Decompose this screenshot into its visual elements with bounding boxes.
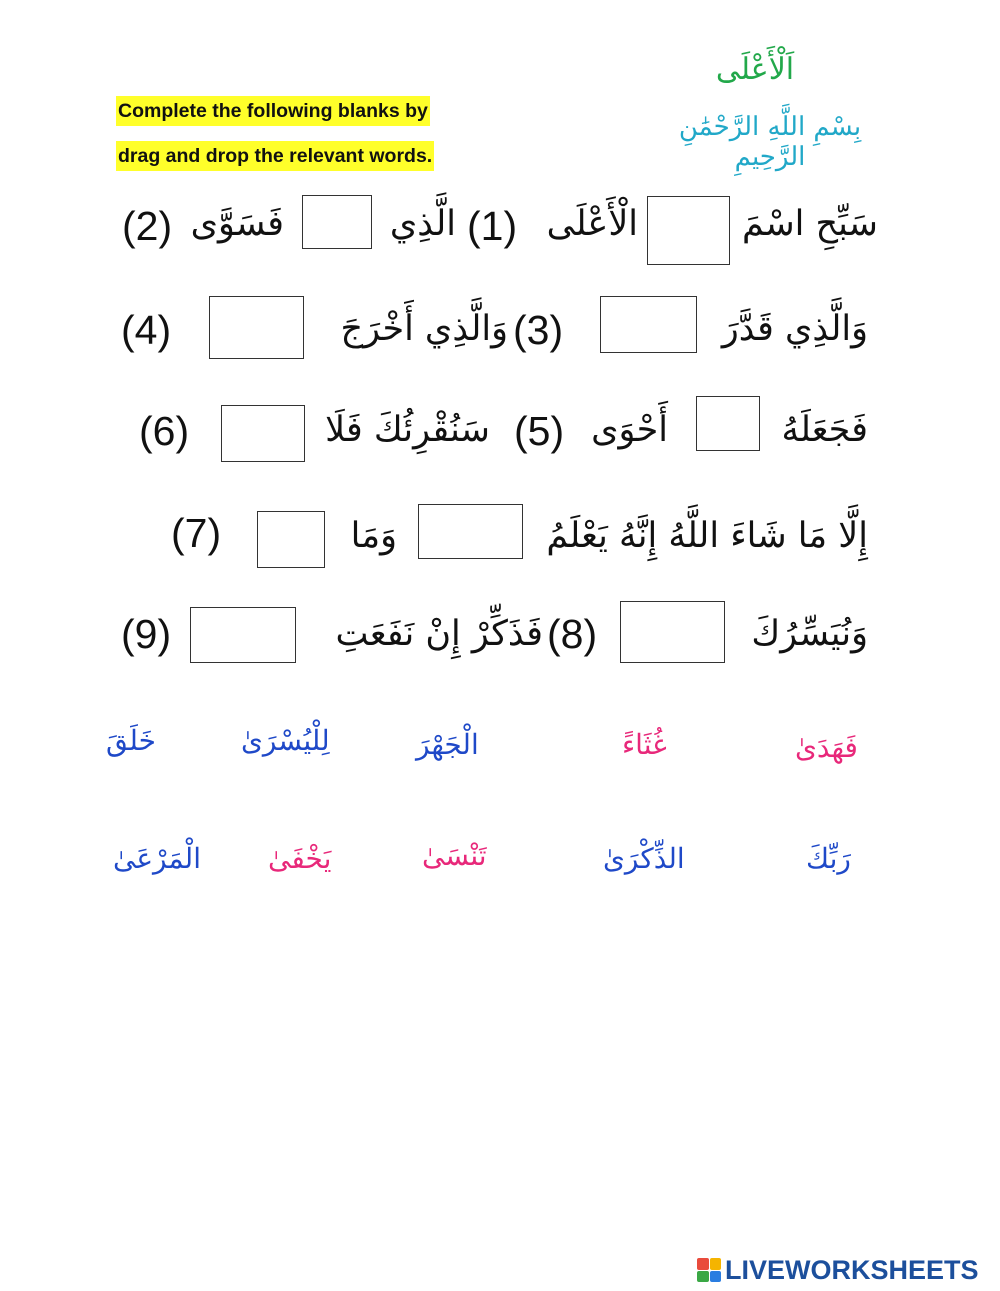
- verse-7-text-b: وَمَا: [350, 516, 397, 556]
- word-tile-fahada[interactable]: فَهَدَىٰ: [795, 731, 858, 764]
- instruction-line-1: Complete the following blanks by: [116, 96, 430, 126]
- drop-box-10[interactable]: [190, 607, 296, 663]
- drop-box-6[interactable]: [221, 405, 305, 462]
- drop-box-3[interactable]: [600, 296, 697, 353]
- instruction-line-2: drag and drop the relevant words.: [116, 141, 434, 171]
- drop-box-1[interactable]: [647, 196, 730, 265]
- word-tile-lilyusra[interactable]: لِلْيُسْرَىٰ: [241, 724, 330, 757]
- word-tile-ghuthaa[interactable]: غُثَاءً: [622, 728, 667, 761]
- verse-2-text-b: فَسَوَّى: [190, 204, 284, 244]
- verse-number-8: (8): [547, 611, 598, 657]
- verse-1-text-a: سَبِّحِ اسْمَ: [742, 204, 878, 244]
- liveworksheets-logo-icon: [697, 1258, 721, 1282]
- verse-2-text-a: الَّذِي: [389, 204, 456, 244]
- verse-number-1: (1): [467, 203, 518, 249]
- drop-box-2[interactable]: [302, 195, 372, 249]
- verse-number-2: (2): [122, 203, 173, 249]
- drop-box-4[interactable]: [209, 296, 304, 359]
- verse-number-5: (5): [514, 408, 565, 454]
- verse-3-text: وَالَّذِي قَدَّرَ: [721, 309, 868, 349]
- verse-number-9: (9): [121, 611, 172, 657]
- word-tile-adhdhikra[interactable]: الذِّكْرَىٰ: [603, 842, 685, 875]
- verse-number-6: (6): [139, 408, 190, 454]
- verse-9-text: فَذَكِّرْ إِنْ نَفَعَتِ: [335, 614, 543, 654]
- drop-box-5[interactable]: [696, 396, 760, 451]
- word-tile-almara[interactable]: الْمَرْعَىٰ: [113, 842, 201, 875]
- word-tile-khalaqa[interactable]: خَلَقَ: [106, 724, 156, 757]
- word-tile-rabbika[interactable]: رَبِّكَ: [806, 842, 851, 875]
- word-tile-yakhfa[interactable]: يَخْفَىٰ: [268, 842, 332, 875]
- verse-number-3: (3): [513, 307, 564, 353]
- verse-5-text-b: أَحْوَى: [591, 410, 668, 450]
- brand-name: LIVEWORKSHEETS: [725, 1254, 979, 1285]
- verse-number-7: (7): [171, 510, 222, 556]
- drop-box-8[interactable]: [257, 511, 325, 568]
- drop-box-9[interactable]: [620, 601, 725, 663]
- surah-title: اَلْأَعْلَى: [715, 52, 795, 87]
- verse-6-text: سَنُقْرِئُكَ فَلَا: [325, 410, 490, 450]
- word-tile-aljahr[interactable]: الْجَهْرَ: [416, 728, 479, 761]
- liveworksheets-logo: [697, 1255, 979, 1285]
- basmala: بِسْمِ اللَّهِ الرَّحْمَٰنِ الرَّحِيمِ: [678, 112, 862, 172]
- verse-number-4: (4): [121, 307, 172, 353]
- drop-box-7[interactable]: [418, 504, 523, 559]
- verse-4-text: وَالَّذِي أَخْرَجَ: [340, 309, 508, 349]
- verse-7-text-a: إِلَّا مَا شَاءَ اللَّهُ إِنَّهُ يَعْلَمُ: [546, 516, 868, 556]
- verse-8-text: وَنُيَسِّرُكَ: [751, 614, 868, 654]
- verse-5-text-a: فَجَعَلَهُ: [781, 410, 868, 450]
- verse-1-text-b: الْأَعْلَى: [546, 204, 638, 244]
- word-tile-tansa[interactable]: تَنْسَىٰ: [422, 839, 487, 872]
